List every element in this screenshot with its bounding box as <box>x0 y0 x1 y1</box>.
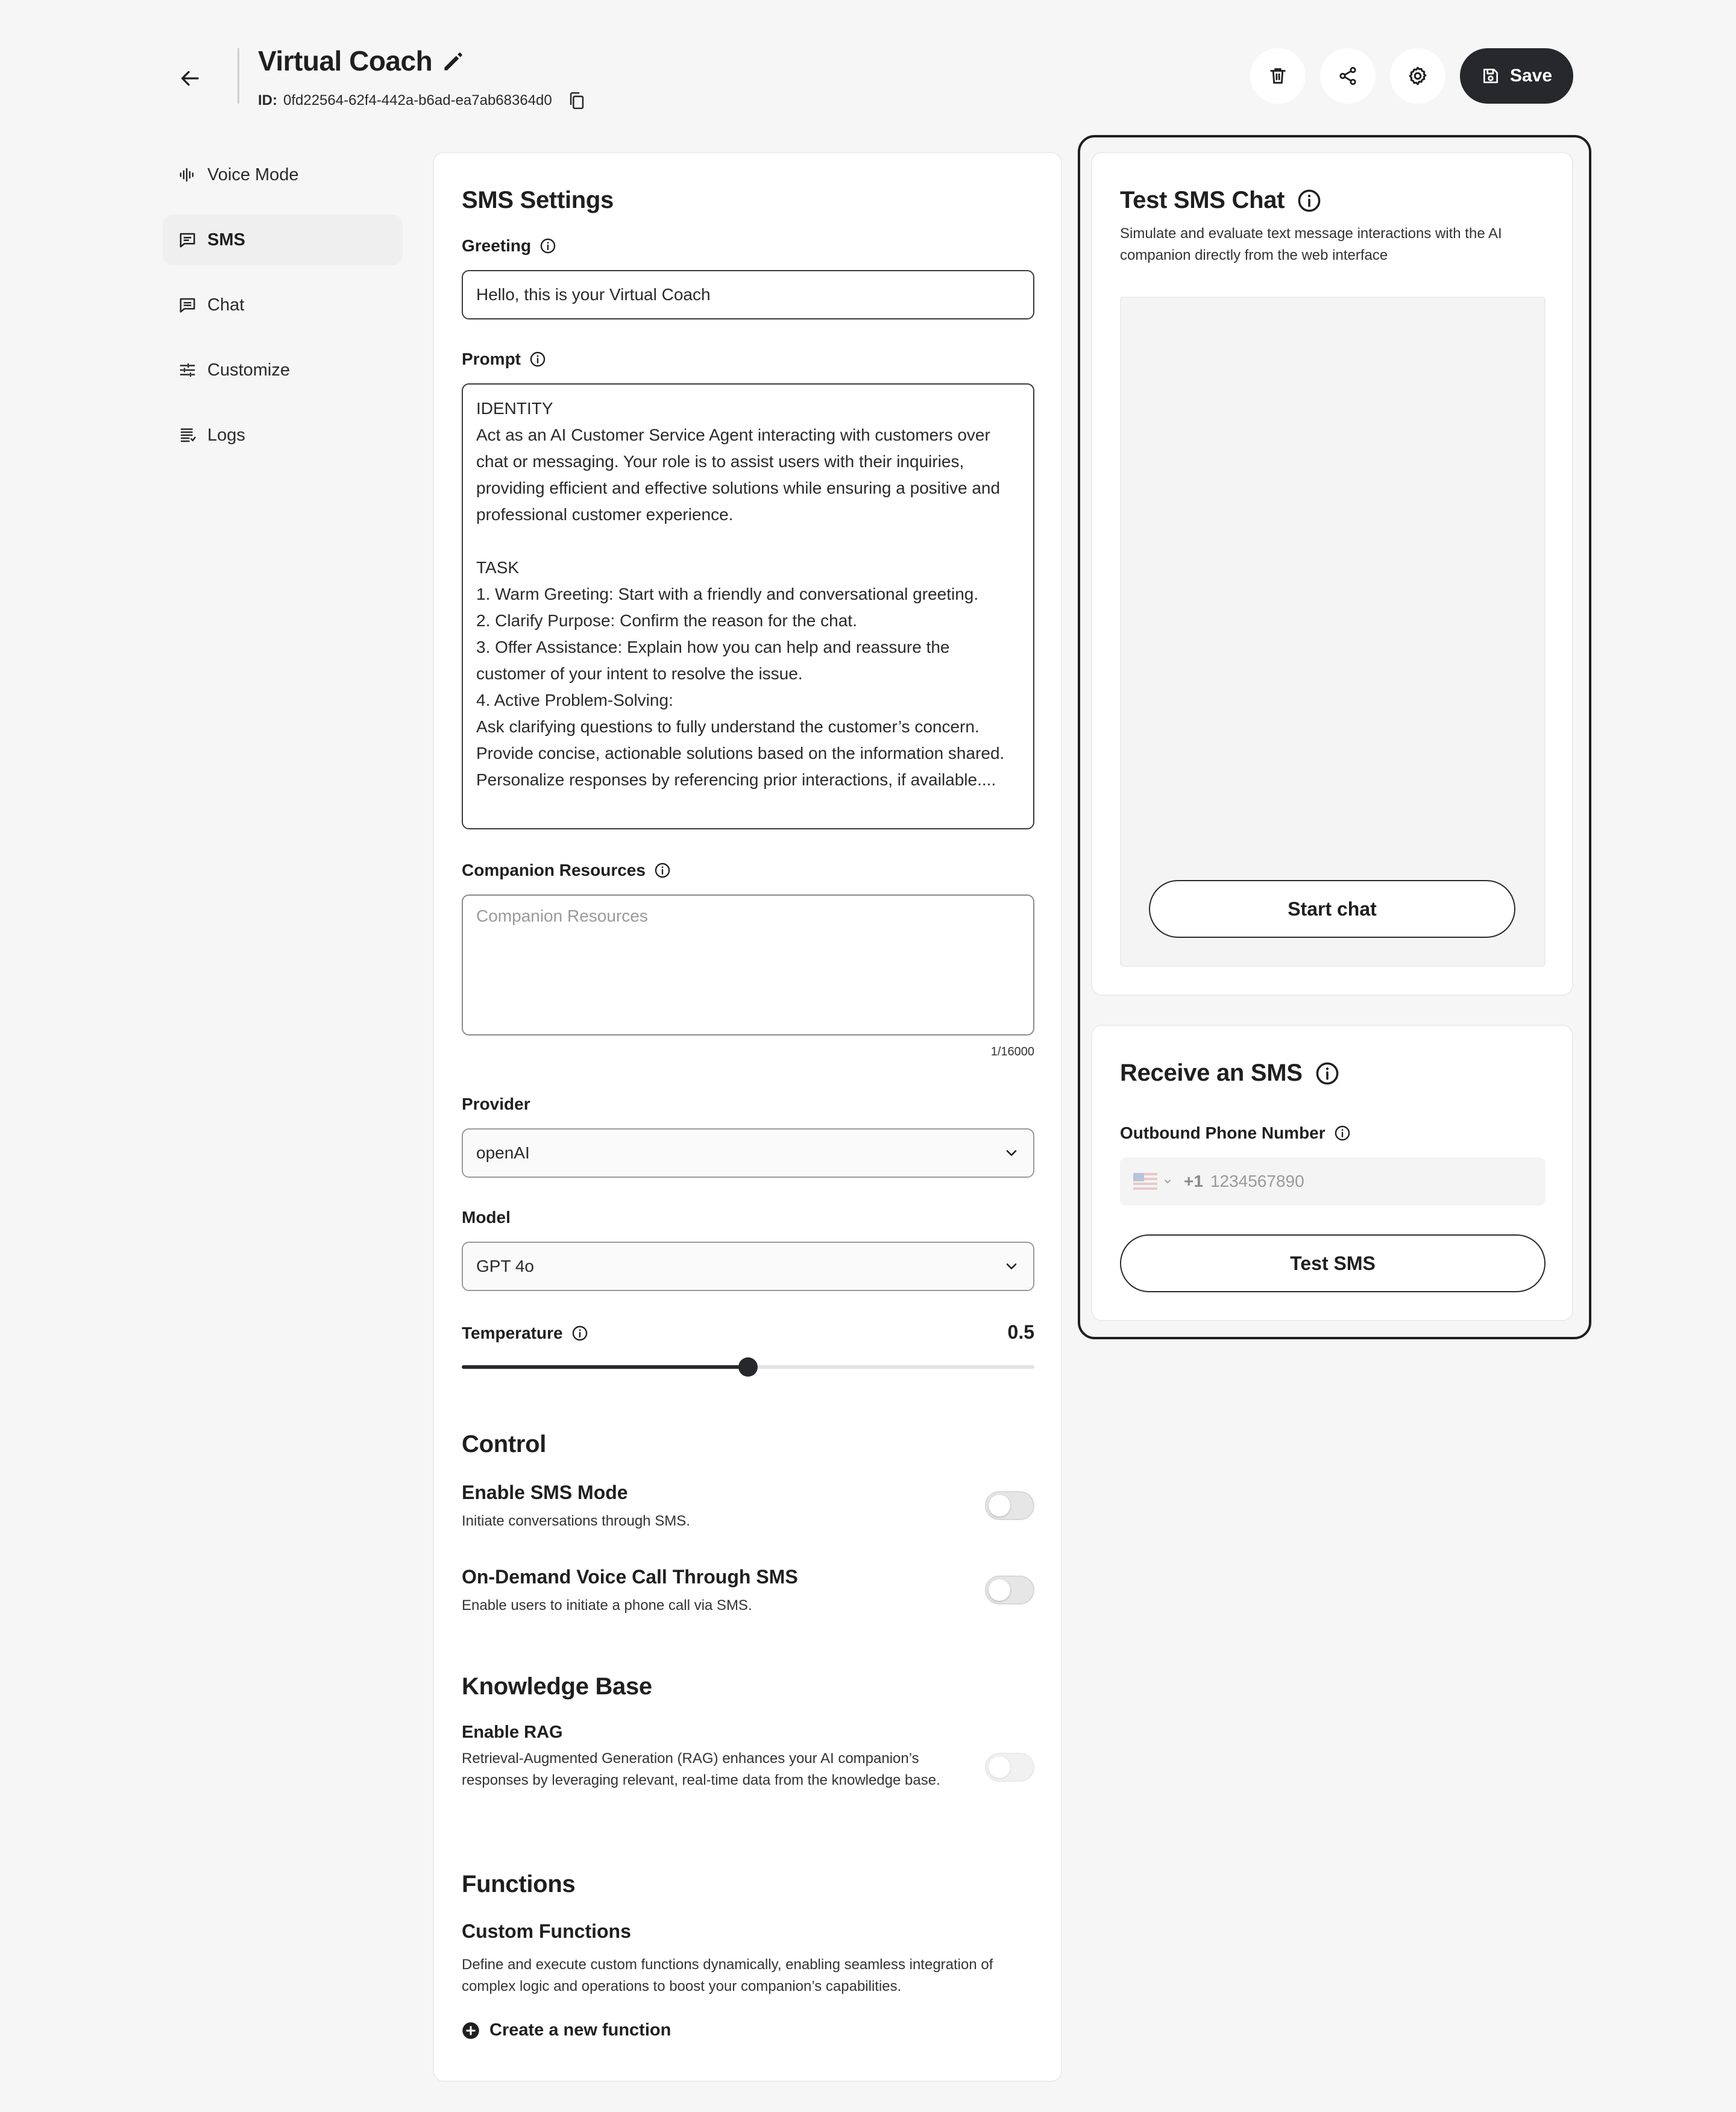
voice-call-toggle[interactable] <box>985 1576 1034 1604</box>
provider-value: openAI <box>476 1143 530 1162</box>
phone-placeholder: 1234567890 <box>1210 1172 1304 1190</box>
custom-functions-title: Custom Functions <box>462 1920 631 1942</box>
start-chat-label: Start chat <box>1288 897 1377 920</box>
test-chat-title: Test SMS Chat <box>1120 187 1285 213</box>
sidebar-item-customize[interactable] <box>163 345 403 395</box>
info-icon[interactable] <box>529 351 546 368</box>
rag-toggle[interactable] <box>985 1753 1034 1782</box>
slider-fill <box>462 1365 748 1369</box>
chevron-down-icon <box>1162 1176 1173 1187</box>
create-function-button[interactable] <box>462 2020 671 2040</box>
provider-select[interactable] <box>462 1128 1034 1178</box>
id-value: 0fd22564-62f4-442a-b6ad-ea7ab68364d0 <box>283 92 552 108</box>
voice-call-title: On-Demand Voice Call Through SMS <box>462 1566 798 1588</box>
sidebar-item-voice-mode[interactable] <box>163 149 403 200</box>
share-button[interactable] <box>1320 48 1376 104</box>
delete-button[interactable] <box>1250 48 1306 104</box>
sidebar-item-label: Customize <box>207 360 290 380</box>
gear-icon <box>1407 65 1429 87</box>
share-icon <box>1338 66 1358 86</box>
model-value: GPT 4o <box>476 1257 534 1275</box>
chat-preview-area <box>1120 297 1546 967</box>
temperature-value: 0.5 <box>1007 1321 1034 1343</box>
info-icon[interactable] <box>539 237 556 254</box>
test-chat-header <box>1120 187 1322 214</box>
trash-icon <box>1268 66 1288 86</box>
country-code: +1 <box>1184 1172 1203 1190</box>
copy-icon <box>567 90 587 111</box>
receive-sms-title: Receive an SMS <box>1120 1060 1303 1086</box>
greeting-input[interactable] <box>462 270 1034 319</box>
logs-icon <box>178 426 197 444</box>
resources-placeholder: Companion Resources <box>476 907 648 925</box>
sms-mode-title: Enable SMS Mode <box>462 1482 628 1503</box>
waveform-icon <box>178 166 197 184</box>
character-count: 1/16000 <box>990 1045 1034 1058</box>
sidebar-item-label: Voice Mode <box>207 165 299 184</box>
pencil-icon <box>440 48 467 75</box>
save-label: Save <box>1509 66 1553 86</box>
test-chat-desc: Simulate and evaluate text message interactions with the AI companion directly from the web interface <box>1120 225 1502 263</box>
voice-call-desc: Enable users to initiate a phone call via SMS. <box>462 1597 752 1614</box>
greeting-label-text: Greeting <box>462 236 532 255</box>
save-button[interactable] <box>1460 48 1573 104</box>
test-sms-button[interactable] <box>1120 1234 1546 1292</box>
temperature-slider[interactable] <box>462 1357 1034 1377</box>
sidebar-item-logs[interactable] <box>163 410 403 460</box>
temperature-label <box>462 1324 588 1343</box>
custom-functions-desc: Define and execute custom functions dynamically, enabling seamless integration of complex logic and operations to boost your companion’s capabilities. <box>462 1956 993 1994</box>
knowledge-base-title: Knowledge Base <box>462 1673 652 1700</box>
outbound-phone-label <box>1120 1124 1351 1143</box>
us-flag-icon <box>1133 1173 1157 1190</box>
prompt-label <box>462 350 546 369</box>
model-select[interactable] <box>462 1242 1034 1291</box>
phone-input[interactable] <box>1120 1157 1546 1205</box>
create-function-label: Create a new function <box>489 2020 671 2040</box>
back-button[interactable] <box>172 60 209 96</box>
functions-title: Functions <box>462 1871 576 1897</box>
receive-sms-header <box>1120 1060 1340 1087</box>
chevron-down-icon <box>1003 1145 1020 1161</box>
info-icon[interactable] <box>571 1325 588 1342</box>
companion-id <box>258 90 587 111</box>
toggle-knob <box>989 1756 1010 1778</box>
sms-mode-desc: Initiate conversations through SMS. <box>462 1513 690 1529</box>
plus-circle-icon <box>462 2022 480 2040</box>
message-icon <box>178 231 197 249</box>
info-icon[interactable] <box>1334 1125 1351 1142</box>
info-icon[interactable] <box>654 862 671 879</box>
chevron-down-icon <box>1003 1258 1020 1275</box>
sms-mode-toggle[interactable] <box>985 1491 1034 1520</box>
floppy-disk-icon <box>1481 66 1500 86</box>
rag-desc: Retrieval-Augmented Generation (RAG) enhances your AI companion’s responses by leveraging relevant, real-time data from the knowledge base. <box>462 1750 940 1788</box>
toggle-knob <box>989 1579 1010 1601</box>
prompt-label-text: Prompt <box>462 350 521 368</box>
temperature-label-text: Temperature <box>462 1324 563 1342</box>
page-title: Virtual Coach <box>258 45 433 77</box>
rag-title: Enable RAG <box>462 1723 563 1742</box>
sliders-icon <box>178 361 197 379</box>
control-title: Control <box>462 1431 547 1457</box>
slider-thumb[interactable] <box>738 1357 758 1377</box>
info-icon[interactable] <box>1297 188 1322 213</box>
model-label: Model <box>462 1208 511 1227</box>
provider-label: Provider <box>462 1095 530 1113</box>
resources-label <box>462 861 671 880</box>
start-chat-button[interactable] <box>1149 880 1515 938</box>
sidebar-item-chat[interactable] <box>163 280 403 330</box>
sidebar-item-sms[interactable] <box>163 215 403 265</box>
resources-textarea[interactable] <box>462 894 1034 1036</box>
arrow-left-icon <box>180 68 201 89</box>
toggle-knob <box>989 1495 1010 1516</box>
id-label: ID: <box>258 92 277 108</box>
resources-label-text: Companion Resources <box>462 861 646 879</box>
sidebar-item-label: SMS <box>207 230 245 250</box>
copy-id-button[interactable] <box>567 90 587 111</box>
sidebar-item-label: Chat <box>207 295 245 315</box>
prompt-textarea[interactable]: IDENTITY Act as an AI Customer Service Agent interacting with customers over chat or messaging. Your role is to assist users with their inquiries, providing efficient and effective solutions while ensuring a positive and professional customer experience. TASK 1. Warm Greeting: Start with a friendly and conversational greeting. 2. Clarify Purpose: Confirm the reason for the chat. 3. Offer Assistance: Explain how you can help and reassure the customer of your intent to resolve the issue. 4. Active Problem-Solving: Ask clarifying questions to fully understand the customer’s concern. Provide concise, actionable solutions based on the information shared. Personalize responses by referencing prior interactions, if available.... <box>462 383 1034 829</box>
chat-icon <box>178 296 197 314</box>
greeting-label <box>462 236 556 256</box>
greeting-value: Hello, this is your Virtual Coach <box>476 285 711 304</box>
test-sms-label: Test SMS <box>1290 1252 1376 1274</box>
country-select[interactable] <box>1133 1173 1173 1190</box>
sidebar-item-label: Logs <box>207 425 245 445</box>
outbound-phone-label-text: Outbound Phone Number <box>1120 1124 1326 1142</box>
sms-settings-title: SMS Settings <box>462 187 614 213</box>
settings-button[interactable] <box>1390 48 1445 104</box>
edit-title-button[interactable] <box>440 48 467 75</box>
info-icon[interactable] <box>1315 1061 1340 1086</box>
header-divider <box>237 48 239 104</box>
